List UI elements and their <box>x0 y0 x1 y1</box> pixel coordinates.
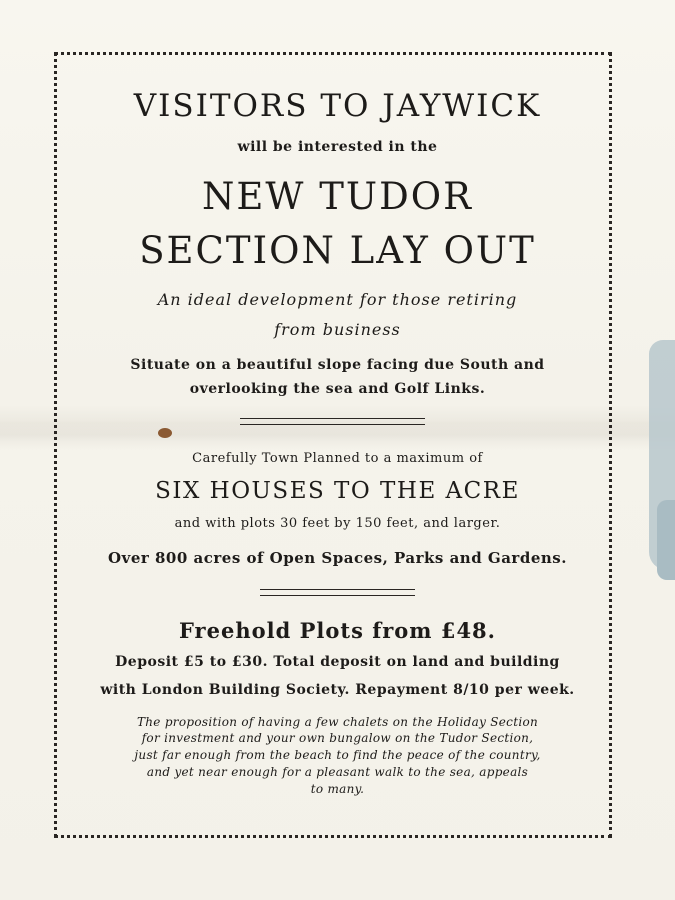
plots-text: and with plots 30 feet by 150 feet, and larger. <box>174 516 501 531</box>
proposition-line: and yet near enough for a pleasant walk to the sea, appeals <box>146 765 529 779</box>
proposition-line: The proposition of having a few chalets on the Holiday Section <box>136 715 539 729</box>
proposition-line: for investment and your own bungalow on the Tudor Section, <box>141 731 534 745</box>
tagline-line-1: An ideal development for those retiring <box>157 290 518 309</box>
proposition-line: just far enough from the beach to find the peace of the country, <box>134 748 541 762</box>
planned-text: Carefully Town Planned to a maximum of <box>192 451 483 466</box>
deposit-text: Deposit £5 to £30. Total deposit on land and building <box>115 654 560 670</box>
intro-text: will be interested in the <box>237 139 438 155</box>
open-spaces-text: Over 800 acres of Open Spaces, Parks and Gardens. <box>108 549 567 567</box>
heading: VISITORS TO JAYWICK <box>133 88 542 124</box>
situate-line-2: overlooking the sea and Golf Links. <box>189 381 486 397</box>
water-stain-inner <box>657 500 675 580</box>
title-line-2: SECTION LAY OUT <box>139 229 536 272</box>
freehold-heading: Freehold Plots from £48. <box>179 618 496 643</box>
divider-rule-2 <box>260 589 415 596</box>
society-text: with London Building Society. Repayment 8/10 per week. <box>100 682 575 698</box>
proposition-line: to many. <box>310 782 365 796</box>
tagline-line-2: from business <box>274 320 401 339</box>
situate-line-1: Situate on a beautiful slope facing due South and <box>130 357 545 373</box>
divider-rule-1 <box>240 418 425 425</box>
title-line-1: NEW TUDOR <box>202 175 473 218</box>
houses-heading: SIX HOUSES TO THE ACRE <box>155 478 520 504</box>
